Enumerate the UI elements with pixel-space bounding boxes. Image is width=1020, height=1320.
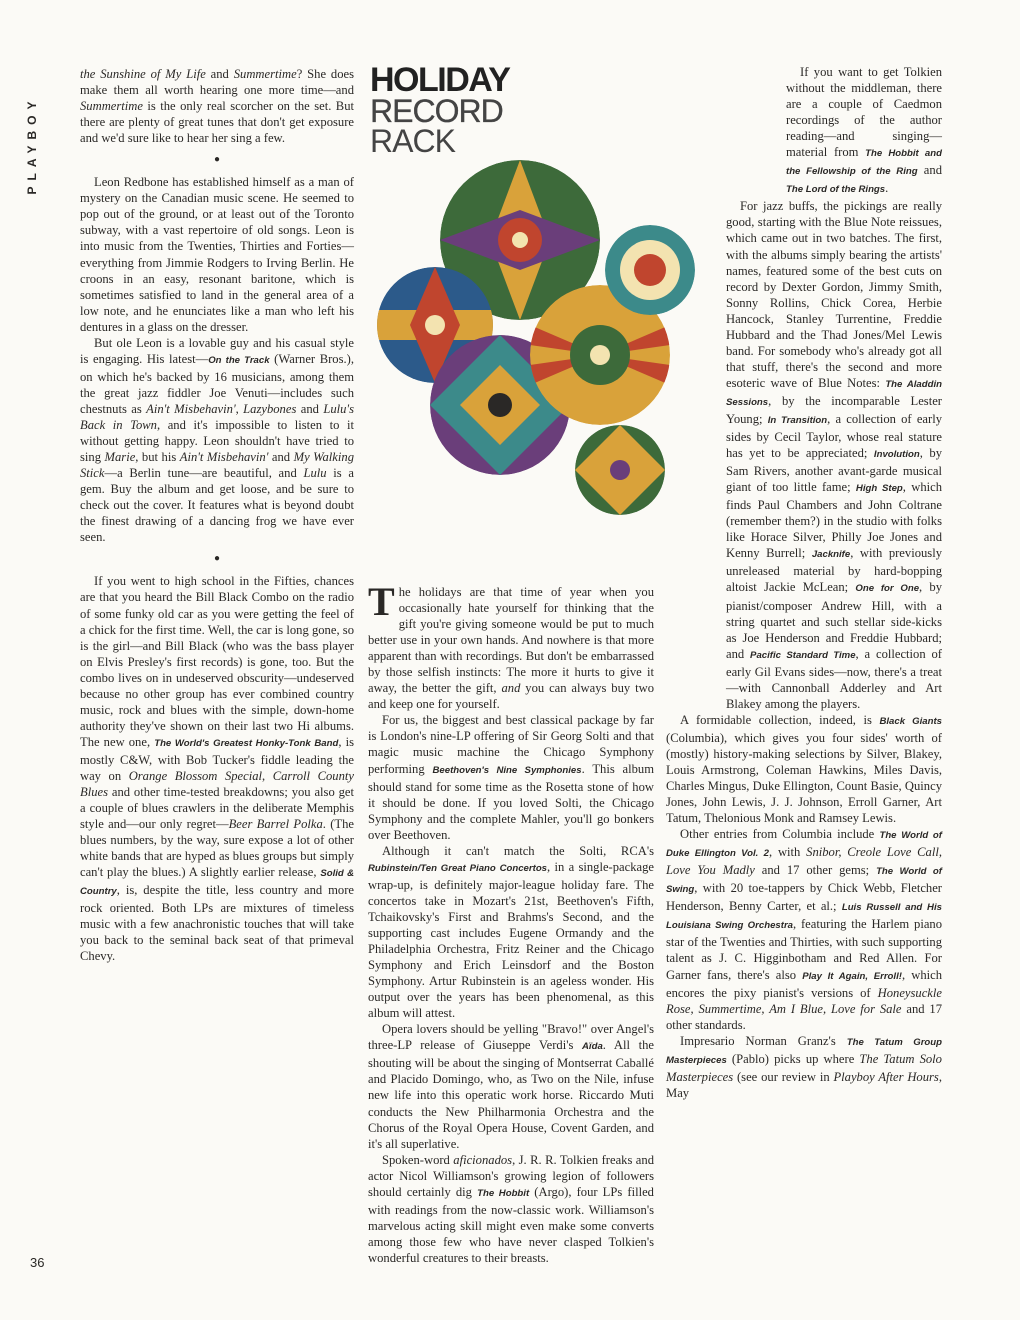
- paragraph: But ole Leon is a lovable guy and his casual style is engaging. His latest—On the Track (Warner Bros.), on which he's backed by 16 musicians, among them the great jazz fiddler Joe Venuti—includes such chestnuts as Ain't Misbehavin', Lazybones and Lulu's Back in Town, and it's impossible to listen to it without getting happy. Leon shouldn't have tried to sing Marie, but his Ain't Misbehavin' and My Walking Stick—a Berlin tune—are beautiful, and Lulu is a gem. Buy the album and get loose, and be sure to check out the cover. It features what is beyond doubt the finest drawing of a dancing frog we have ever seen.: [80, 335, 355, 545]
- title-line-holiday: HOLIDAY: [370, 61, 510, 99]
- paragraph: Opera lovers should be yelling "Bravo!" over Angel's three-LP release of Giuseppe Verdi's Aïda. All the shouting will be about the singing of Montserrat Caballé and Placido Domingo, who, as Two on the Nile, infuse new life into this operatic work horse. Riccardo Muti conducts the New Philharmonia Orchestra and the Chorus of the Royal Opera House, Covent Garden, and it's all superlative.: [368, 1022, 654, 1151]
- page-number: 36: [30, 1255, 45, 1270]
- section-bullet: ●: [213, 154, 221, 166]
- disc-small-bottom: [575, 425, 665, 515]
- paragraph: If you want to get Tolkien without the middleman, there are a couple of Caedmon recordings of the author reading—and singing—material from The Hobbit and the Fellowship of the Ring and The Lord of the Rings.: [786, 65, 942, 196]
- paragraph: For us, the biggest and best classical package by far is London's nine-LP offering of Sir Georg Solti and that magic music machine the Chicago Symphony performing Beethoven's Nine Symphonies. This album should stand for some time as the Rosetta stone of how it should be done. If you loved Solti, the Chicago Symphony and the complete Mahler, you'll go bonkers over Beethoven.: [368, 713, 655, 842]
- title-line-record: RECORD: [370, 93, 503, 129]
- section-bullet: ●: [213, 553, 221, 565]
- paragraph: Although it can't match the Solti, RCA's Rubinstein/Ten Great Piano Concertos, in a single-package wrap-up, is definitely major-league holiday fare. The concertos take in Mozart's 21st, Beethoven's Fifth, Tchaikovsky's First and Brahms's Second, and the supporting cast includes Eugene Ormandy and the Philadelphia Orchestra, Fritz Reiner and the Chicago Symphony and Erich Leinsdorf and the Boston Symphony. Artur Rubinstein is an ageless wonder. His output over the years has been phenomenal, as this album will attest.: [368, 843, 654, 1021]
- paragraph: A formidable collection, indeed, is Black Giants (Columbia), which gives you four sides' worth of (mostly) history-making selections by Silver, Blakey, Louis Armstrong, Coleman Hawkins, Miles Davis, Charles Mingus, Duke Ellington, Count Basie, Quincy Jones, John Lewis, J. J. Johnson, Erroll Garner, Art Tatum, Thelonious Monk and Ramsey Lewis.: [666, 712, 942, 826]
- paragraph: Impresario Norman Granz's The Tatum Group Masterpieces (Pablo) picks up where The Tatum Solo Masterpieces (see our review in Playboy After Hours, May: [666, 1033, 943, 1100]
- column-right: [666, 64, 942, 1101]
- drop-cap: T: [368, 579, 395, 624]
- title-line-rack: RACK: [370, 123, 455, 159]
- paragraph: the Sunshine of My Life and Summertime? She does make them all worth hearing one more time—and Summertime is the only real scorcher on the set. But there are plenty of great tunes that don't get exposure and we'd sure like to hear her sing a few.: [80, 67, 354, 146]
- column-middle: [368, 579, 655, 1266]
- magazine-name: PLAYBOY: [25, 95, 39, 195]
- column-left: [80, 66, 354, 965]
- article-title: [370, 61, 510, 159]
- paragraph: Spoken-word aficionados, J. R. R. Tolkien freaks and actor Nicol Williamson's growing legion of followers should certainly dig The Hobbit (Argo), four LPs filled with readings from the now-classic work. Williamson's marvelous acting skill might even make some converts among those few who have never clasped Tolkien's wonderful creatures to their breasts.: [368, 1152, 654, 1265]
- paragraph: The holidays are that time of year when you occasionally hate yourself for thinking that the gift you're giving someone would be put to much better use in your own hands. And nowhere is that more apparent than with recordings. But don't be embarrassed by those selfish instincts: The more it hurts to give it away, the better the gift, and you can always buy two and keep one for yourself.: [368, 579, 654, 712]
- paragraph: For jazz buffs, the pickings are really good, starting with the Blue Note reissues, which came out in two batches. The first, with the albums simply bearing the artists' names, featured some of the best cuts on record by Dexter Gordon, Jimmy Smith, Sonny Rollins, Chick Corea, Herbie Hancock, Stanley Turrentine, Freddie Hubbard and the Thad Jones/Mel Lewis band. For somebody who's already got all that stuff, there's the second and more esoteric wave of Blue Notes: The Aladdin Sessions, by the incomparable Lester Young; In Transition, a collection of early sides by Cecil Taylor, whose real stature has yet to be appreciated; Involution, by Sam Rivers, another avant-garde musical giant of too little fame; High Step, which finds Paul Chambers and John Coltrane (remember them?) in the studio with folks like Horace Silver, Philly Joe Jones and Kenny Burrell; Jacknife, with previously unreleased material by hard-bopping altoist Jackie McLean; One for One, by pianist/composer Andrew Hill, with a string quartet and such stellar side-kicks as Joe Henderson and Freddie Hubbard; and Pacific Standard Time, a collection of early Gil Evans sides—now, there's a treat—with Cannonball Adderley and Art Blakey among the players.: [726, 199, 943, 711]
- magazine-spine-label: [12, 70, 52, 220]
- paragraph: Leon Redbone has established himself as a man of mystery on the Canadian music scene. He seemed to pop out of the ground, or at least out of the Toronto subway, with a vast repertoire of old songs. Leon is into music from the Twenties, Thirties and Forties—everything from Jimmie Rodgers to Irving Berlin. He croons in an easy, resonant baritone, which is sometimes satisfied to land in the general area of a low note, and he enunciates like a man who left his dentures in a glass on the dresser.: [80, 175, 354, 334]
- paragraph: If you went to high school in the Fifties, chances are that you heard the Bill Black Combo on the radio of some funky old car as you were getting the feel of a chick for the first time. Well, the car is long gone, so is the girl—and Bill Black (who was the bass player on Elvis Presley's first records) is gone, too. But the combo lives on in undeserved obscurity—undeserved because no other group has ever combined country music, rock and blues with the simple, down-home authority they've shown on their last two Hi albums. The new one, The World's Greatest Honky-Tonk Band, is mostly C&W, with Bob Tucker's fiddle leading the way on Orange Blossom Special, Carroll County Blues and other time-tested breakdowns; you also get a couple of blues crawlers in the deliberate Memphis style and—our only regret—Beer Barrel Polka. (The blues numbers, by the way, sure expose a lot of other white bands that are hyped as blues groups but simply can't play the blues.) A slightly earlier release, Solid & Country, is, despite the title, less country and more rock oriented. Both LPs are mixtures of timeless music with a few anachronistic touches that will take you back to the seminal back seat of that primeval Chevy.: [80, 574, 355, 964]
- record-discs-illustration: [375, 150, 695, 580]
- paragraph: Other entries from Columbia include The World of Duke Ellington Vol. 2, with Snibor, Creole Love Call, Love You Madly and 17 other gems; The World of Swing, with 20 toe-tappers by Chick Webb, Fletcher Henderson, Benny Carter, et al.; Luis Russell and His Louisiana Swing Orchestra, featuring the Harlem piano star of the Twenties and Thirties, with such supporting talent as J. C. Higginbotham and Red Allen. For Garner fans, there's also Play It Again, Erroll!, which encores the pixy pianist's versions of Honeysuckle Rose, Summertime, Am I Blue, Love for Sale and 17 other standards.: [666, 827, 943, 1032]
